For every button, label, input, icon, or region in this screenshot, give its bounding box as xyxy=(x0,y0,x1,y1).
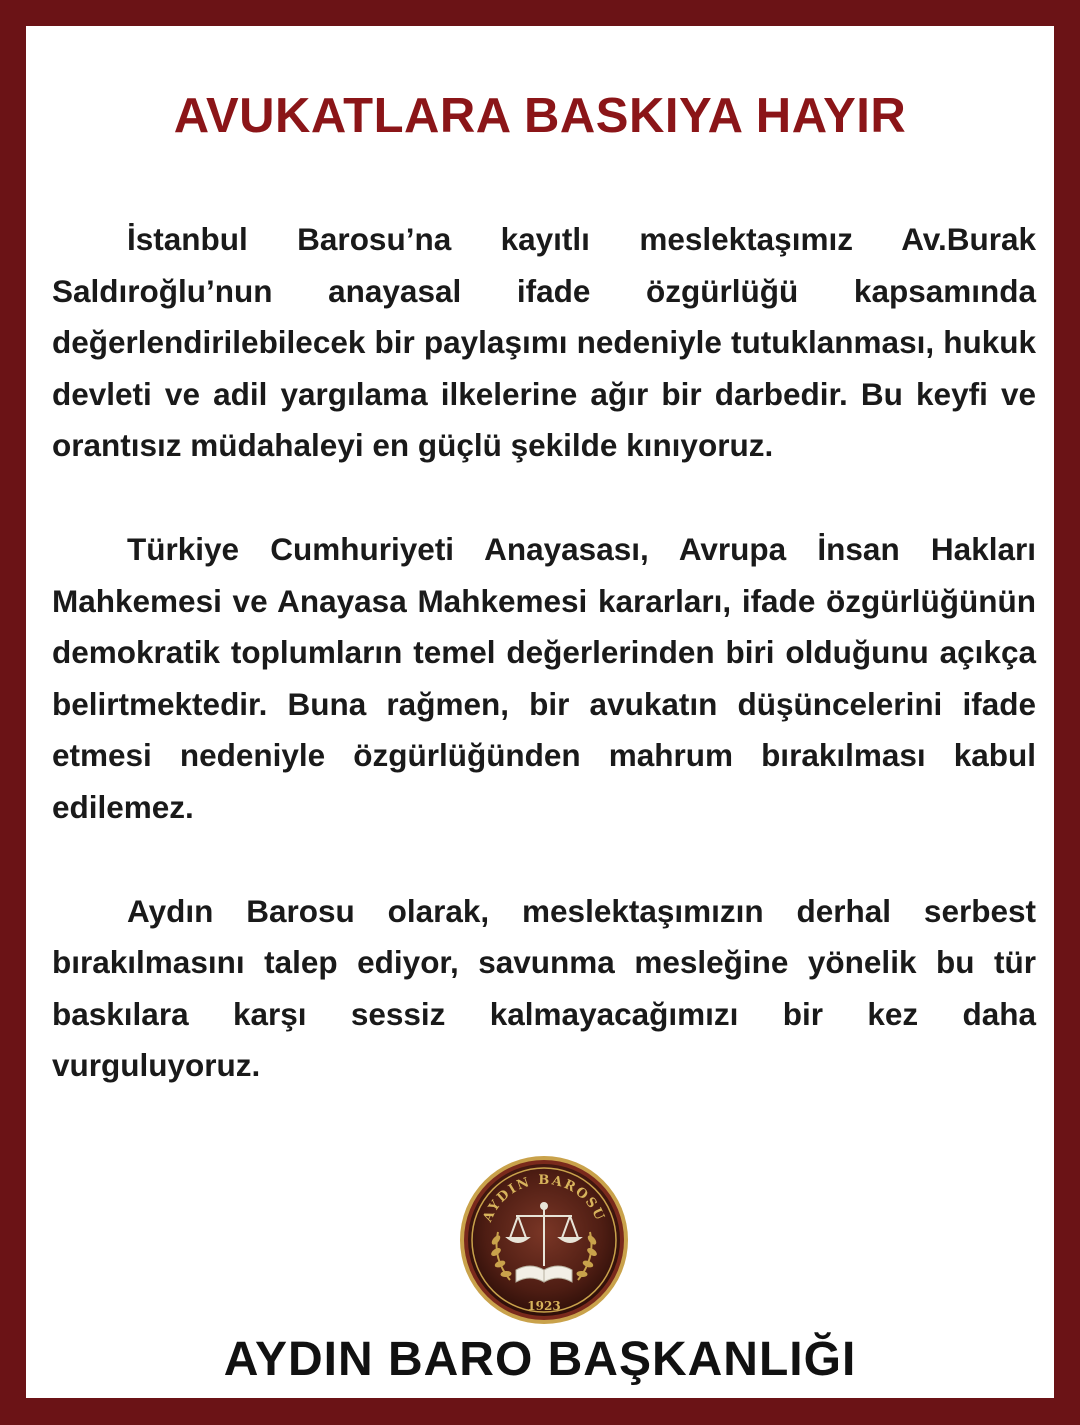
seal-emblem-icon xyxy=(458,1154,630,1326)
bar-association-seal xyxy=(458,1154,630,1326)
document-title: AVUKATLARA BASKIYA HAYIR xyxy=(173,89,907,143)
paragraph-2: Türkiye Cumhuriyeti Anayasası, Avrupa İnsan Hakları Mahkemesi ve Anayasa Mahkemesi kararları, ifade özgürlüğünün demokratik toplumların temel değerlerinden biri olduğunu açıkça belirtmektedir. Buna rağmen, bir avukatın düşüncelerini ifade etmesi nedeniyle özgürlüğünden mahrum bırakılması kabul edilemez. xyxy=(52,530,1036,825)
paragraph-3: Aydın Barosu olarak, meslektaşımızın derhal serbest bırakılmasını talep ediyor, savunma mesleğine yönelik bu tür baskılara karşı sessiz kalmayacağımızı bir kez daha vurguluyoruz. xyxy=(52,892,1036,1084)
seal-year: 1923 xyxy=(527,1299,561,1313)
signature-line: AYDIN BARO BAŞKANLIĞI xyxy=(223,1333,857,1386)
document-body xyxy=(52,214,1036,1144)
svg-text:AYDIN BAROSU: AYDIN BAROSU xyxy=(480,1172,608,1225)
paragraph-1: İstanbul Barosu’na kayıtlı meslektaşımız Av.Burak Saldıroğlu’nun anayasal ifade özgürlüğü kapsamında değerlendirilebilecek bir paylaşımı nedeniyle tutuklanması, hukuk devleti ve adil yargılama ilkelerine ağır bir darbedir. Bu keyfi ve orantısız müdahaleyi en güçlü şekilde kınıyoruz. xyxy=(52,221,1036,464)
document-page xyxy=(26,26,1054,1398)
